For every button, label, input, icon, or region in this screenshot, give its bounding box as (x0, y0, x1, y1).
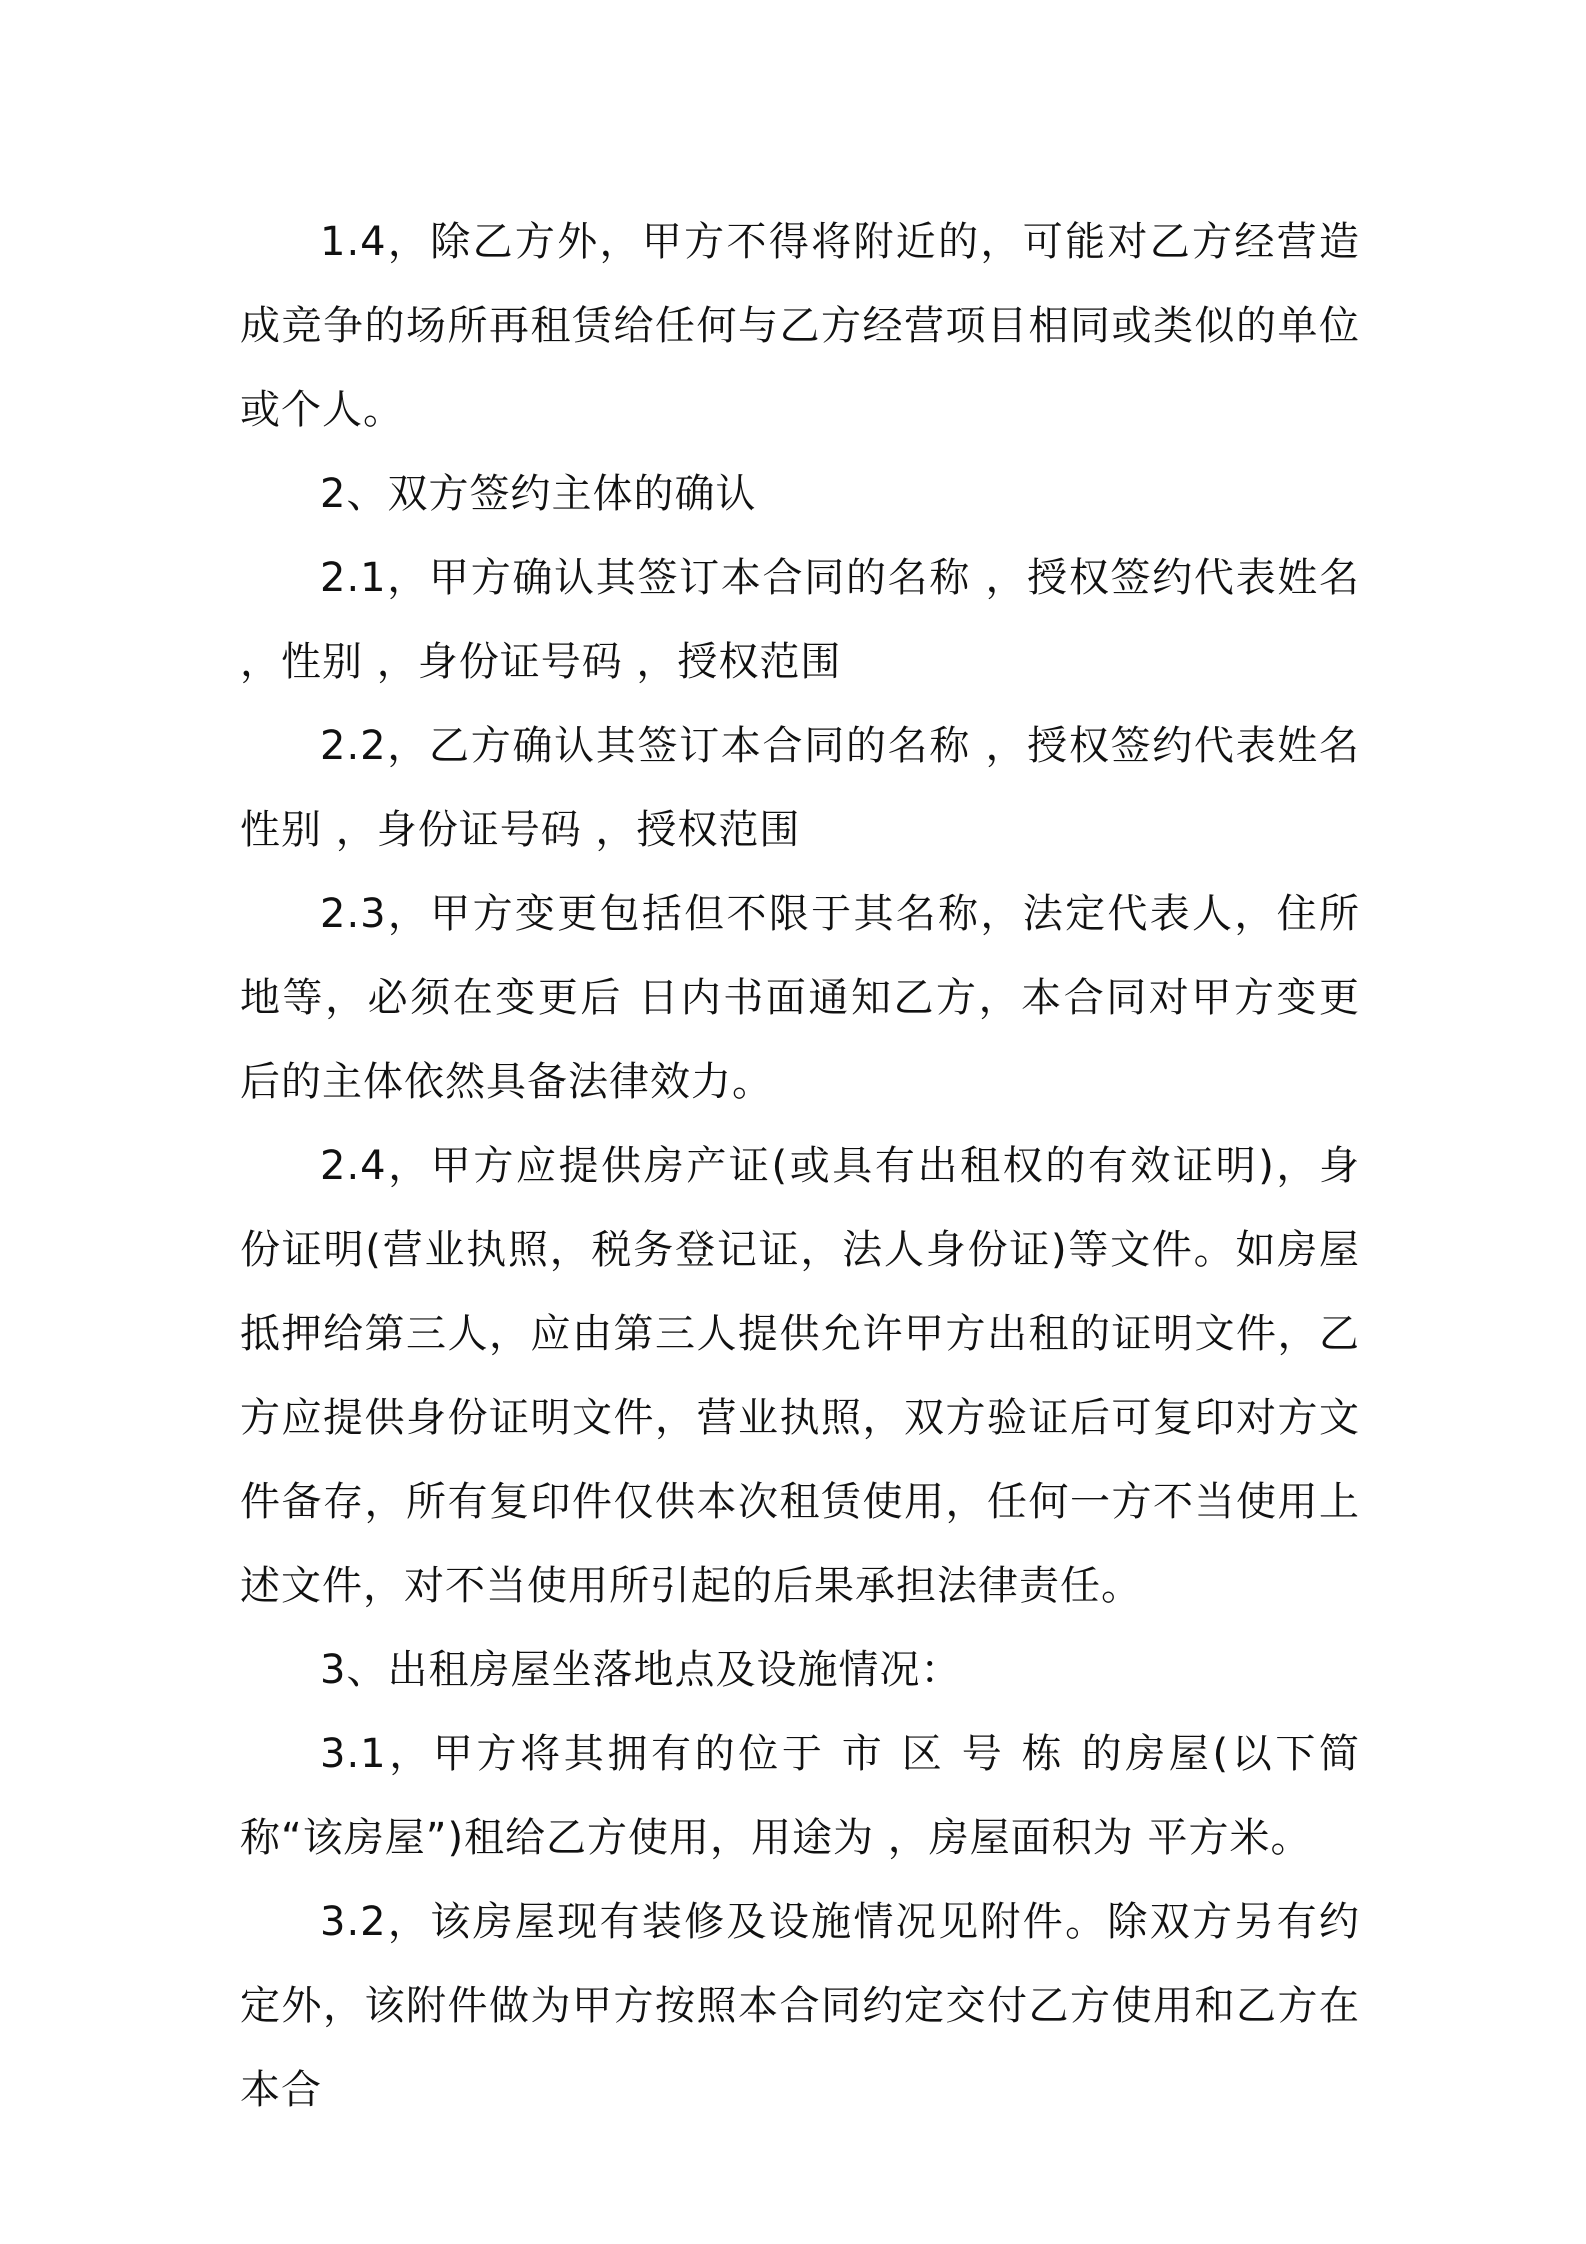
clause-2-2: 2.2，乙方确认其签订本合同的名称 ，授权签约代表姓名 性别 ，身份证号码 ，授权范围 (240, 723, 1360, 853)
clause-2-1: 2.1，甲方确认其签订本合同的名称 ，授权签约代表姓名 ，性别 ，身份证号码 ，授权范围 (240, 555, 1360, 685)
section-2-heading: 2、双方签约主体的确认 (320, 471, 757, 517)
section-3-heading: 3、出租房屋坐落地点及设施情况： (320, 1647, 962, 1693)
clause-2-3: 2.3，甲方变更包括但不限于其名称，法定代表人，住所地等，必须在变更后 日内书面通知乙方，本合同对甲方变更后的主体依然具备法律效力。 (240, 891, 1360, 1105)
clause-3-1: 3.1，甲方将其拥有的位于 市 区 号 栋 的房屋(以下简称“该房屋”)租给乙方使用，用途为 ，房屋面积为 平方米。 (240, 1731, 1360, 1861)
clause-2-4: 2.4，甲方应提供房产证(或具有出租权的有效证明)，身份证明(营业执照，税务登记证，法人身份证)等文件。如房屋抵押给第三人，应由第三人提供允许甲方出租的证明文件，乙方应提供身份证明文件，营业执照，双方验证后可复印对方文件备存，所有复印件仅供本次租赁使用，任何一方不当使用上述文件，对不当使用所引起的后果承担法律责任。 (240, 1143, 1360, 1609)
clause-1-4: 1.4，除乙方外，甲方不得将附近的，可能对乙方经营造成竞争的场所再租赁给任何与乙方经营项目相同或类似的单位或个人。 (240, 219, 1360, 433)
document-body (240, 200, 1360, 2132)
clause-3-2: 3.2，该房屋现有装修及设施情况见附件。除双方另有约定外，该附件做为甲方按照本合同约定交付乙方使用和乙方在本合 (240, 1899, 1360, 2113)
